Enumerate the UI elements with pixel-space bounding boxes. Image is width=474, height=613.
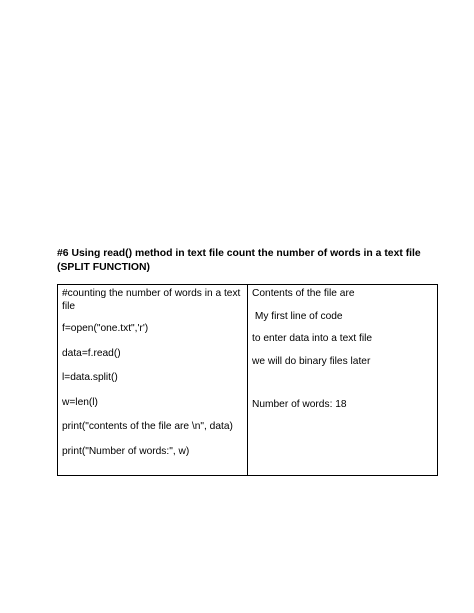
code-cell bbox=[58, 285, 248, 476]
section-heading bbox=[57, 247, 427, 274]
code-line: f=open("one.txt",'r') bbox=[62, 323, 149, 334]
code-line: l=data.split() bbox=[62, 372, 118, 383]
code-line: print("contents of the file are \n", data) bbox=[62, 421, 233, 432]
heading-line-2: (SPLIT FUNCTION) bbox=[57, 261, 150, 273]
output-line: we will do binary files later bbox=[252, 355, 371, 367]
code-line: data=f.read() bbox=[62, 347, 121, 359]
output-line: My first line of code bbox=[252, 310, 343, 322]
output-line: Contents of the file are bbox=[252, 288, 355, 299]
code-line: print("Number of words:", w) bbox=[62, 445, 190, 457]
code-line: w=len(l) bbox=[62, 396, 98, 408]
output-line: to enter data into a text file bbox=[252, 333, 373, 344]
heading-line-1: #6 Using read() method in text file count the number of words in a text file bbox=[57, 248, 421, 259]
table-row bbox=[58, 285, 438, 476]
output-line: Number of words: 18 bbox=[252, 399, 347, 410]
code-line: #counting the number of words in a text file bbox=[62, 288, 244, 312]
output-cell bbox=[248, 285, 438, 476]
code-output-table bbox=[57, 284, 438, 476]
